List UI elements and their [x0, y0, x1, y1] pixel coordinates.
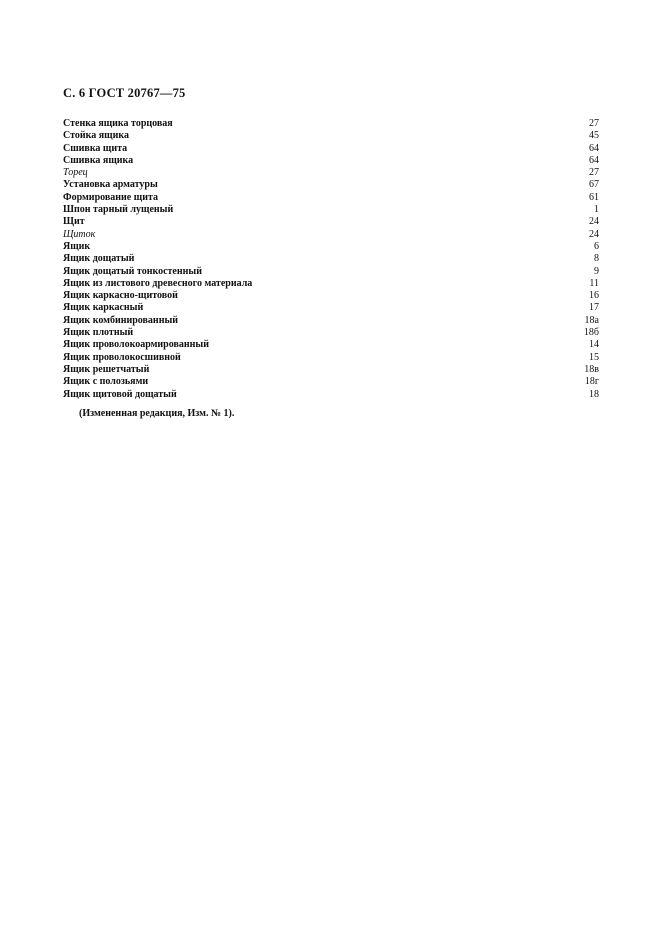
index-term: Ящик проволокосшивной — [63, 351, 181, 363]
index-reference-number: 1 — [594, 204, 599, 216]
index-row — [63, 241, 599, 253]
index-term: Шпон тарный лущеный — [63, 204, 174, 216]
index-reference-number: 14 — [589, 339, 599, 351]
index-row — [63, 192, 599, 204]
index-reference-number: 16 — [589, 290, 599, 302]
index-row — [63, 278, 599, 290]
index-term: Стенка ящика торцовая — [63, 118, 173, 129]
index-term: Установка арматуры — [63, 179, 158, 191]
index-reference-number: 18г — [584, 376, 599, 388]
index-term: Ящик каркасный — [63, 302, 144, 314]
index-reference-number: 9 — [594, 265, 599, 277]
index-term: Ящик щитовой дощатый — [63, 388, 177, 400]
term-index-list — [63, 118, 599, 401]
index-row — [63, 216, 599, 228]
index-row — [63, 167, 599, 179]
index-row — [63, 352, 599, 364]
index-reference-number: 8 — [594, 253, 599, 265]
amendment-note: (Измененная редакция, Изм. № 1). — [79, 408, 235, 419]
index-row — [63, 204, 599, 216]
index-row — [63, 290, 599, 302]
index-term: Ящик с полозьями — [63, 376, 149, 388]
index-row — [63, 266, 599, 278]
index-reference-number: 6 — [594, 240, 599, 252]
index-term: Ящик решетчатый — [63, 363, 150, 375]
index-reference-number: 18в — [584, 363, 599, 375]
index-term: Ящик дощатый тонкостенный — [63, 265, 202, 277]
index-reference-number: 45 — [589, 130, 599, 142]
index-row — [63, 179, 599, 191]
index-term: Стойка ящика — [63, 130, 129, 142]
index-reference-number: 15 — [589, 351, 599, 363]
index-term: Ящик из листового древесного материала — [63, 277, 253, 289]
index-reference-number: 17 — [589, 302, 599, 314]
index-reference-number: 61 — [589, 191, 599, 203]
index-reference-number: 18 — [589, 388, 599, 400]
index-reference-number: 64 — [589, 142, 599, 154]
index-reference-number: 18б — [583, 327, 599, 339]
index-reference-number: 67 — [589, 179, 599, 191]
index-term: Ящик комбинированный — [63, 314, 179, 326]
index-term: Сшивка ящика — [63, 154, 134, 166]
index-row — [63, 364, 599, 376]
index-reference-number: 11 — [589, 277, 599, 289]
index-term: Щиток — [63, 228, 96, 240]
index-reference-number: 24 — [589, 216, 599, 228]
index-reference-number: 27 — [589, 167, 599, 179]
index-row — [63, 143, 599, 155]
index-row — [63, 302, 599, 314]
index-reference-number: 18а — [584, 314, 599, 326]
index-row — [63, 155, 599, 167]
index-term: Ящик дощатый — [63, 253, 135, 265]
index-term: Торец — [63, 167, 88, 179]
index-row — [63, 130, 599, 142]
index-reference-number: 64 — [589, 154, 599, 166]
page-title: С. 6 ГОСТ 20767—75 — [63, 86, 186, 100]
index-term: Ящик — [63, 240, 91, 252]
index-row — [63, 253, 599, 265]
index-row — [63, 376, 599, 388]
index-term: Ящик каркасно-щитовой — [63, 290, 178, 302]
index-row — [63, 118, 599, 130]
index-row — [63, 389, 599, 401]
index-term: Формирование щита — [63, 191, 158, 203]
index-row — [63, 339, 599, 351]
index-term: Ящик плотный — [63, 327, 134, 339]
index-term: Щит — [63, 216, 85, 228]
index-row — [63, 327, 599, 339]
index-reference-number: 27 — [589, 118, 599, 129]
index-row — [63, 229, 599, 241]
index-reference-number: 24 — [589, 228, 599, 240]
index-term: Сшивка щита — [63, 142, 128, 154]
index-row — [63, 315, 599, 327]
index-term: Ящик проволокоармированный — [63, 339, 209, 351]
